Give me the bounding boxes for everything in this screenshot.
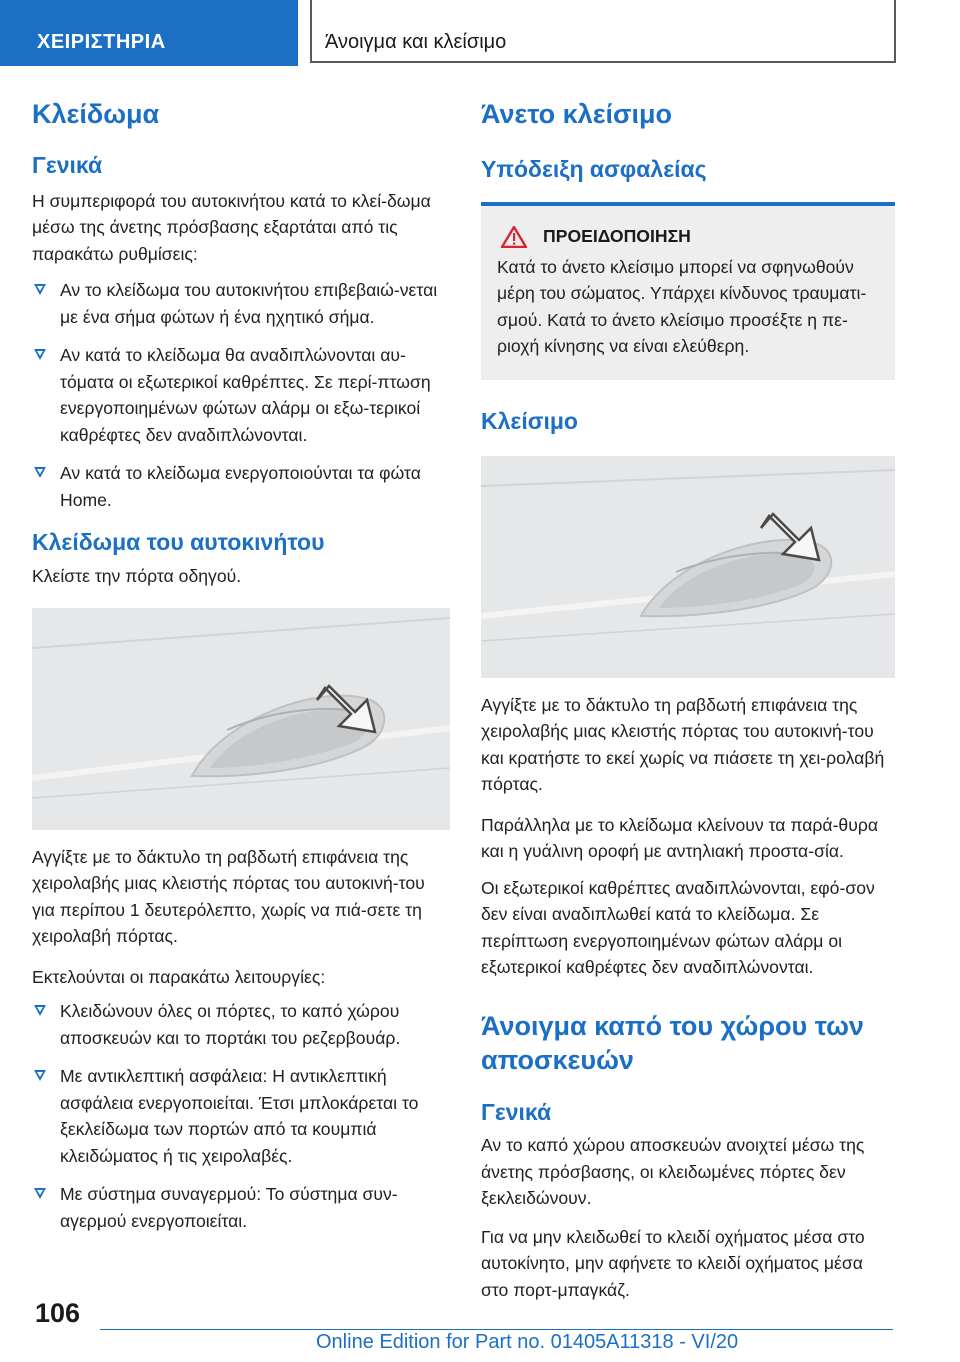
- closing-paragraph-1: Αγγίξτε με το δάκτυλο τη ραβδωτή επιφάνεια της χειρολαβής μιας κλειστής πόρτας του αυτοκινή-του και κρατήστε το εκεί χωρίς να πιάσετε τη χει-ρολαβή πόρτας.: [481, 694, 885, 795]
- left-column: [32, 98, 450, 1246]
- section-heading-locking: Κλείδωμα: [32, 99, 160, 129]
- functions-list: [32, 998, 450, 1234]
- section-tab[interactable]: ΧΕΙΡΙΣΤΗΡΙΑ: [0, 0, 298, 66]
- general-paragraph: Η συμπεριφορά του αυτοκινήτου κατά το κλεί-δωμα μέσω της άνετης πρόσβασης εξαρτάται από τις παρακάτω ρυθμίσεις:: [32, 190, 431, 264]
- section-heading-comfort-closing: Άνετο κλείσιμο: [481, 99, 672, 129]
- section-heading-trunk: Άνοιγμα καπό του χώρου των αποσκευών: [481, 1010, 864, 1075]
- page-number: 106: [35, 1298, 81, 1328]
- bullet-triangle-icon: [34, 1005, 46, 1016]
- lock-paragraph: Κλείστε την πόρτα οδηγού.: [32, 566, 242, 587]
- subheading-trunk-general: Γενικά: [481, 1098, 552, 1125]
- footer-rule: [100, 1329, 893, 1330]
- door-handle-illustration: [481, 456, 895, 678]
- edition-footer: Online Edition for Part no. 01405A11318 - VI/20: [316, 1331, 739, 1353]
- bullet-triangle-icon: [34, 1070, 46, 1081]
- bullet-triangle-icon: [34, 1188, 46, 1199]
- list-item: Αν κατά το κλείδωμα ενεργοποιούνται τα φώτα Home.: [32, 460, 450, 513]
- warning-text: Κατά το άνετο κλείσιμο μπορεί να σφηνωθούν μέρη του σώματος. Υπάρχει κίνδυνος τραυματι-σμού. Κατά το άνετο κλείσιμο προσέξτε η πε-ριοχή κίνησης να είναι ελεύθερη.: [497, 256, 867, 357]
- chapter-title: Άνοιγμα και κλείσιμο: [325, 31, 507, 53]
- list-item: Με αντικλεπτική ασφάλεια: Η αντικλεπτική ασφάλεια ενεργοποιείται. Έτσι μπλοκάρεται το ξεκλείδωμα των πορτών από τα κουμπιά κλειδώματος ή τις χειρολαβές.: [32, 1063, 450, 1169]
- warning-label: ΠΡΟΕΙΔΟΠΟΙΗΣΗ: [543, 226, 691, 247]
- bullet-triangle-icon: [34, 284, 46, 295]
- list-item: Με σύστημα συναγερμού: Το σύστημα συν-αγερμού ενεργοποιείται.: [32, 1181, 450, 1234]
- warning-triangle-icon: [501, 226, 527, 248]
- bullet-triangle-icon: [34, 467, 46, 478]
- list-item: Αν το κλείδωμα του αυτοκινήτου επιβεβαιώ-νεται με ένα σήμα φώτων ή ένα ηχητικό σήμα.: [32, 277, 450, 330]
- settings-list: [32, 277, 450, 513]
- page-header: [0, 0, 960, 66]
- subheading-general: Γενικά: [32, 152, 103, 179]
- trunk-paragraph-2: Για να μην κλειδωθεί το κλειδί οχήματος μέσα στο αυτοκίνητο, μην αφήνετε το κλειδί οχήματος μέσα στο πορτ-μπαγκάζ.: [481, 1226, 865, 1300]
- closing-paragraph-2: Παράλληλα με το κλείδωμα κλείνουν τα παρά-θυρα και η γυάλινη οροφή με αντηλιακή προστα-σία.: [481, 814, 879, 862]
- bullet-triangle-icon: [34, 349, 46, 360]
- trunk-paragraph-1: Αν το καπό χώρου αποσκευών ανοιχτεί μέσω της άνετης πρόσβασης, οι κλειδωμένες πόρτες δεν ξεκλειδώνουν.: [481, 1135, 865, 1209]
- door-handle-illustration: [32, 608, 450, 830]
- list-item: Κλειδώνουν όλες οι πόρτες, το καπό χώρου αποσκευών και το πορτάκι του ρεζερβουάρ.: [32, 998, 450, 1051]
- right-column: [481, 98, 895, 1303]
- touch-paragraph: Αγγίξτε με το δάκτυλο τη ραβδωτή επιφάνεια της χειρολαβής μιας κλειστής πόρτας του αυτοκινή-του για περίπου 1 δευτερόλεπτο, χωρίς να πιά-σετε τη χειρολαβή πόρτας.: [32, 846, 425, 947]
- warning-box: [481, 206, 895, 380]
- warning-heading: [501, 226, 881, 248]
- list-item: Αν κατά το κλείδωμα θα αναδιπλώνονται αυ-τόματα οι εξωτερικοί καθρέπτες. Σε περί-πτωση ενεργοποιημένων φώτων αλάρμ οι εξω-τερικοί καθρέφτες δεν αναδιπλώνονται.: [32, 342, 450, 448]
- closing-paragraph-3: Οι εξωτερικοί καθρέπτες αναδιπλώνονται, εφό-σον δεν είναι αναδιπλωθεί κατά το κλείδωμα. Σε περίπτωση ενεργοποιημένων φώτων αλάρμ οι εξωτερικοί καθρέφτες δεν αναδιπλώνονται.: [481, 877, 875, 978]
- subheading-lock-vehicle: Κλείδωμα του αυτοκινήτου: [32, 529, 325, 556]
- functions-intro: Εκτελούνται οι παρακάτω λειτουργίες:: [32, 966, 326, 987]
- subheading-closing: Κλείσιμο: [481, 407, 578, 434]
- subheading-safety: Υπόδειξη ασφαλείας: [481, 156, 707, 183]
